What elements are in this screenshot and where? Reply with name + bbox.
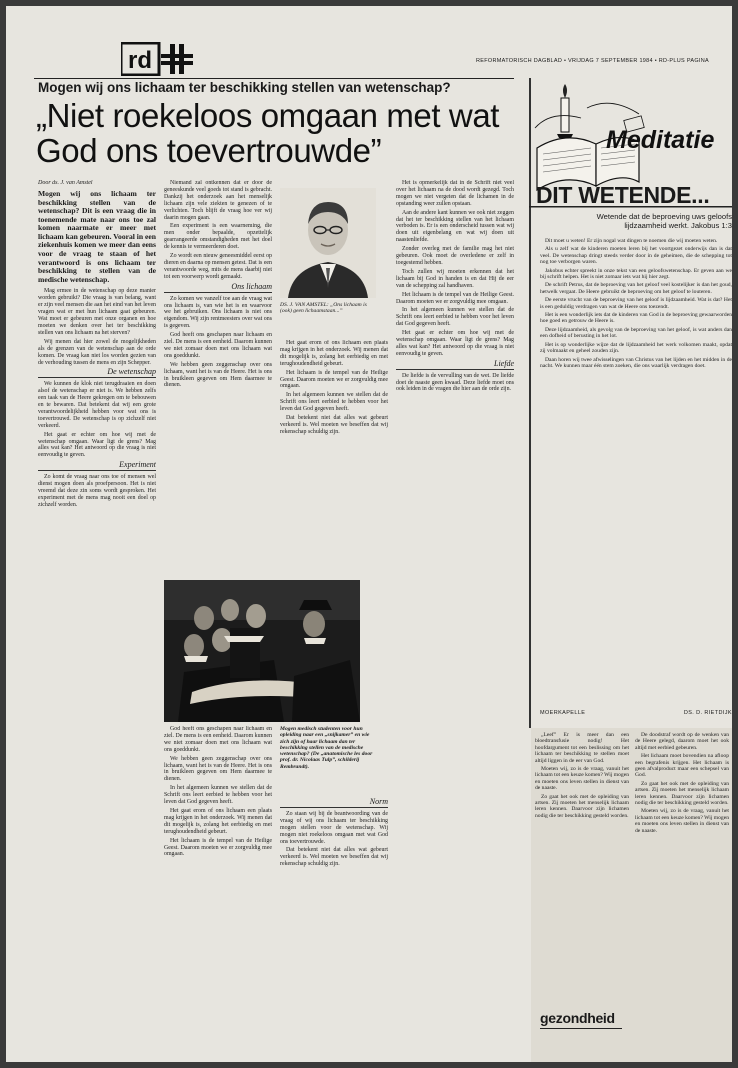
article-headline: „Niet roekeloos omgaan met wat God ons toevertrouwde”: [36, 97, 500, 169]
paragraph: Toch zullen wij moeten erkennen dat het lichaam bij God in handen is en dat Hij de eer van de schepping zal handhaven.: [396, 268, 514, 289]
paragraph: Aan de andere kant kunnen we ook niet zeggen dat het ter beschikking stellen van het lichaam verboden is. Er is een onderscheid tussen wat wij doen uit eigenbelang en wat wij doen uit naastenliefde.: [396, 209, 514, 244]
masthead-text: rd: [128, 47, 152, 74]
paragraph: De eerste vrucht van de beproeving van het geloof is lijdzaamheid. Wat is dat? Het is een geduldig verdragen van wat de Heere ons toezendt.: [540, 297, 732, 310]
article-column-2-lower: [164, 726, 272, 1058]
paragraph: Het lichaam is de tempel van de Heilige Geest. Daarom moeten we er zorgvuldig mee omgaan.: [280, 369, 388, 390]
paragraph: Zonder overleg met de familie mag het niet gebeuren. Ook moet de overledene er zelf in toegestemd hebben.: [396, 246, 514, 266]
paragraph: Zo wordt een nieuw geneesmiddel eerst op dieren en daarna op mensen getest. Dat is een verantwoorde weg, mits de mens daarbij niet tot een voorwerp wordt gemaakt.: [164, 253, 272, 280]
paragraph: God heeft ons geschapen naar lichaam en ziel. De mens is een eenheid. Daarom kunnen we niet zomaar doen met ons lichaam wat ons goeddunkt.: [164, 332, 272, 359]
paragraph: Het gaat erom of ons lichaam een plaats mag krijgen in het onderzoek. Wij menen dat dit mogelijk is, zolang het eerbiedig en met terughoudendheid gebeurt.: [280, 340, 388, 367]
paragraph: Deze lijdzaamheid, als gevolg van de beproeving van het geloof, is wat anders dan een dofheid of berusting in het lot.: [540, 326, 732, 340]
paragraph: We hebben geen zeggenschap over ons lichaam, want het is van de Heere. Het is ons in bruikleen gegeven om Hem daarmee te dienen.: [164, 361, 272, 389]
article-column-3-lower: [280, 796, 388, 1058]
meditatie-label: Meditatie: [606, 126, 715, 154]
paragraph: Zo komt de vraag naar ons toe of mensen wel dienst mogen doen als proefpersoon. Het is niet vreemd dat deze zin soms wordt gesproken. Het experiment met de mens mag nooit een doel op zichzelf worden.: [38, 474, 156, 508]
rd-plus-logo: [121, 42, 201, 76]
meditatie-signature: [540, 710, 732, 716]
paragraph: Het gaat er echter om hoe wij met de wetenschap omgaan. Waar ligt de grens? Mag alles wat kan? Het antwoord op die vraag is niet eenvoudig te geven.: [396, 330, 514, 357]
paragraph: Het is op wonderlijke wijze dat de lijdzaamheid het werk volkomen maakt, opdat zij volmaakt en geheel zouden zijn.: [540, 341, 732, 355]
kicker-rule: [34, 78, 514, 79]
paragraph: We kunnen de klok niet terugdraaien en doen alsof de wetenschap er niet is. We hebben zelfs een taak van de Heere gekregen om te bebouwen en te bewaren. Dat betekent dat wij een grote verantwoordelijkheid hebben voor wat ons is toevertrouwd. De wetenschap is op zichzelf niet verkeerd.: [38, 381, 156, 429]
paragraph: Wij menen dat hier zowel de mogelijkheden als de grenzen van de wetenschap aan de orde komen. De vraag kan niet los worden gezien van de verhouding tussen de mens en zijn Schepper.: [38, 338, 156, 366]
article-column-1: [38, 180, 156, 1058]
meditatie-body: [540, 238, 732, 703]
article-column-2: [164, 180, 272, 578]
article-intro: Mogen wij ons lichaam ter beschikking stellen van de wetenschap? Dit is een vraag die in toenemende mate naar ons toe zal komen naarmate er meer met lichaam kan gebeuren. Vooral in een ziekenhuis komen we meer dan eens voor de vraag te staan of het verantwoord is ons lichaam ter beschikking te stellen van de medische wetenschap.: [38, 188, 156, 284]
gezondheid-logo-rule: [540, 1028, 622, 1029]
article-kicker: Mogen wij ons lichaam ter beschikking stellen van wetenschap?: [38, 80, 451, 95]
portrait-caption: DS. J. VAN AMSTEL: „Ons lichaam is (ook) geen lichaamstaan...”: [280, 302, 367, 315]
author-portrait: [280, 188, 376, 298]
paragraph: Dat betekent niet dat alles wat gebeurt verkeerd is. Wel moeten we beseffen dat wij rekenschap schuldig zijn.: [280, 847, 388, 868]
subhead-liefde: Liefde: [396, 361, 514, 370]
newspaper-page: [6, 6, 732, 1062]
paragraph: Dit moet u weten! Er zijn nogal wat dingen te noemen die wij moeten weten.: [545, 238, 718, 244]
paragraph: In het algemeen kunnen we stellen dat de Schrift ons leert eerbied te hebben voor het leven dat God gegeven heeft.: [396, 307, 514, 328]
subhead-experiment: Experiment: [38, 462, 156, 471]
paragraph: Het gaat erom of ons lichaam een plaats mag krijgen in het onderzoek. Wij menen dat dit mogelijk is, zolang het eerbiedig en met terughoudendheid gebeurt.: [164, 807, 272, 835]
paragraph: God heeft ons geschapen naar lichaam en ziel. De mens is een eenheid. Daarom kunnen we niet zomaar doen met ons lichaam wat ons goeddunkt.: [164, 726, 272, 753]
paragraph: Zo staan wij bij de beantwoording van de vraag of wij ons lichaam ter beschikking mogen stellen voor de wetenschap. Wij mogen niet roekeloos omgaan met wat God ons toevertrouwde.: [280, 810, 388, 845]
byline: Door ds. J. van Amstel: [38, 180, 93, 186]
article-column-4: [396, 180, 514, 1058]
paragraph: Het lichaam moet bovendien na afloop een begrafenis krijgen. Het lichaam is geen afvalproduct maar een schepsel van God.: [635, 753, 729, 779]
meditatie-place: MOERKAPELLE: [540, 710, 586, 716]
gezondheid-column-1: [535, 732, 629, 1004]
paragraph: Het is een wonderlijk iets dat de kinderen van God in de beproeving gewaarworden hoe goed en getrouw de Heere is.: [540, 312, 732, 325]
meditatie-author: DS. D. RIETDIJK: [683, 710, 732, 716]
rembrandt-anatomy-painting: [164, 580, 360, 722]
subhead-ons-lichaam: Ons lichaam: [164, 284, 272, 293]
meditatie-subtitle: Wetende dat de beproeving uws geloofs lijdzaamheid werkt. Jakobus 1:3: [596, 212, 732, 230]
article-column-3: [280, 340, 388, 578]
subhead-norm: Norm: [280, 799, 388, 808]
paragraph: Het gaat er echter om hoe wij met de wetenschap omgaan. Waar ligt de grens? Mag alles wat kan? Het antwoord op die vraag is niet eenvoudig te geven.: [38, 431, 156, 459]
paragraph: Daan horen wij twee afwisselingen van Christus van het lijden en het midden in de nacht. We kunnen maar één stem zoeken, die ons waarlijk verdragen doet.: [540, 356, 732, 369]
paragraph: We hebben geen zeggenschap over ons lichaam, want het is van de Heere. Het is ons in bruikleen gegeven om Hem daarmee te dienen.: [164, 755, 272, 783]
painting-caption: Mogen medisch studenten voor hun opleiding naar een „snijkamer” en wie zich zijn of haar lichaam dan ter beschikking stellen van de medische wetenschap? (De „anatomische les door prof. dr. Nicolaas Tulp”, schilderij Rembrandt).: [280, 726, 373, 770]
paragraph: Een experiment is een waarneming, die men onder bepaalde, opzettelijk gearrangeerde omstandigheden met het doel de kennis te vermeerderen doet.: [164, 223, 272, 251]
paragraph: „Leef” Er is meer dan een bloedtransfusie nodig! Het hoofdargument tot een beslissing om het lichaam ter beschikking te stellen moet altijd liggen in de eer van God.: [535, 732, 629, 764]
gezondheid-logo: gezondheid: [540, 1010, 615, 1026]
paragraph: Het is opmerkelijk dat in de Schrift niet veel over het lichaam na de dood wordt gezegd. Toch mogen we niet vergeten dat de lichamen in de opstanding weer zullen opstaan.: [396, 180, 514, 207]
paragraph: In het algemeen kunnen we stellen dat de Schrift ons leert eerbied te hebben voor het leven dat God gegeven heeft.: [280, 392, 388, 413]
gezondheid-column-2: [635, 732, 729, 1058]
paragraph: De doodstraf wordt op de wenken van de Heere gelegd, daarom moet het ook altijd met eerbied gebeuren.: [635, 732, 729, 751]
paragraph: Mag ermee in de wetenschap op deze manier worden gebruikt? Die vraag is van belang, want er zijn veel mensen die aan het eind van het leven vragen wat er met hun lichaam gaat gebeuren. Wat moet er gebeuren met onze organen en hoe moeten we denken over het ter beschikking stellen van ons lichaam na het sterven?: [38, 288, 156, 336]
paragraph: Zo komen we vanzelf toe aan de vraag wat ons lichaam is, van wie het is en waarvoor we het gebruiken. Ons lichaam is niet ons eigendom. Wij zijn rentmeesters over wat ons is gegeven.: [164, 295, 272, 330]
paragraph: Als u zelf wat de kinderen moeten leren bij het voortgezet onderwijs dan is dat veel. De wetenschap dringt steeds verder door in de geheimen, die de schepping tot nog toe verborgen waren.: [540, 246, 732, 266]
paragraph: Jakobus echter spreekt in onze tekst van een geloofswetenschap. Er geven aan we bij schrift helpen. Het is niet zomaar iets wat hij hier zegt.: [540, 267, 732, 281]
paragraph: Moeten wij, zo is de vraag, vanuit het lichaam tot een keuze komen? Wij mogen en moeten ons leven stellen in dienst van de naaste.: [535, 766, 629, 792]
paragraph: Zo gaat het ook met de opleiding van artsen. Zij moeten het menselijk lichaam leren kennen. Daarvoor zijn lichamen nodig die ter beschikking gesteld worden.: [535, 793, 629, 819]
paragraph: Moeten wij, zo is de vraag, vanuit het lichaam tot een keuze komen? Wij mogen en moeten ons leven stellen in dienst van de naaste.: [635, 808, 729, 834]
paragraph: De schrift Petrus, dat de beproeving van het geloof veel kostelijker is dan het goud, hetwelk vergaat. De Heere gebruikt de beproeving om het geloof te louteren.: [540, 282, 732, 295]
paragraph: De liefde is de vervulling van de wet. De liefde doet de naaste geen kwaad. Deze liefde moet ons ook leiden in de vragen die hier aan de orde zijn.: [396, 372, 514, 393]
paragraph: Zo gaat het ook met de opleiding van artsen. Zij moeten het menselijk lichaam leren kennen. Daarvoor zijn lichamen nodig die ter beschikking gesteld worden.: [635, 780, 729, 807]
paragraph: Niemand zal ontkennen dat er door de geneeskunde veel goeds tot stand is gebracht. Dankzij het onderzoek aan het menselijk lichaam zijn vele ziekten te genezen of te verlichten. Toch blijft de vraag hoe ver wij daarin mogen gaan.: [164, 180, 272, 221]
paragraph: Het lichaam is de tempel van de Heilige Geest. Daarom moeten we er zorgvuldig mee omgaan.: [164, 837, 272, 858]
meditatie-title: DIT WETENDE...: [536, 182, 710, 208]
paragraph: Dat betekent niet dat alles wat gebeurt verkeerd is. Wel moeten we beseffen dat wij rekenschap schuldig zijn.: [280, 415, 388, 435]
paragraph: In het algemeen kunnen we stellen dat de Schrift ons leert eerbied te hebben voor het leven dat God gegeven heeft.: [164, 785, 272, 806]
running-head: REFORMATORISCH DAGBLAD • VRIJDAG 7 SEPTEMBER 1984 • RD-PLUS PAGINA: [476, 58, 710, 64]
paragraph: Het lichaam is de tempel van de Heilige Geest. Daarom moeten we er zorgvuldig mee omgaan.: [396, 291, 514, 305]
subhead-wetenschap: De wetenschap: [38, 369, 156, 378]
